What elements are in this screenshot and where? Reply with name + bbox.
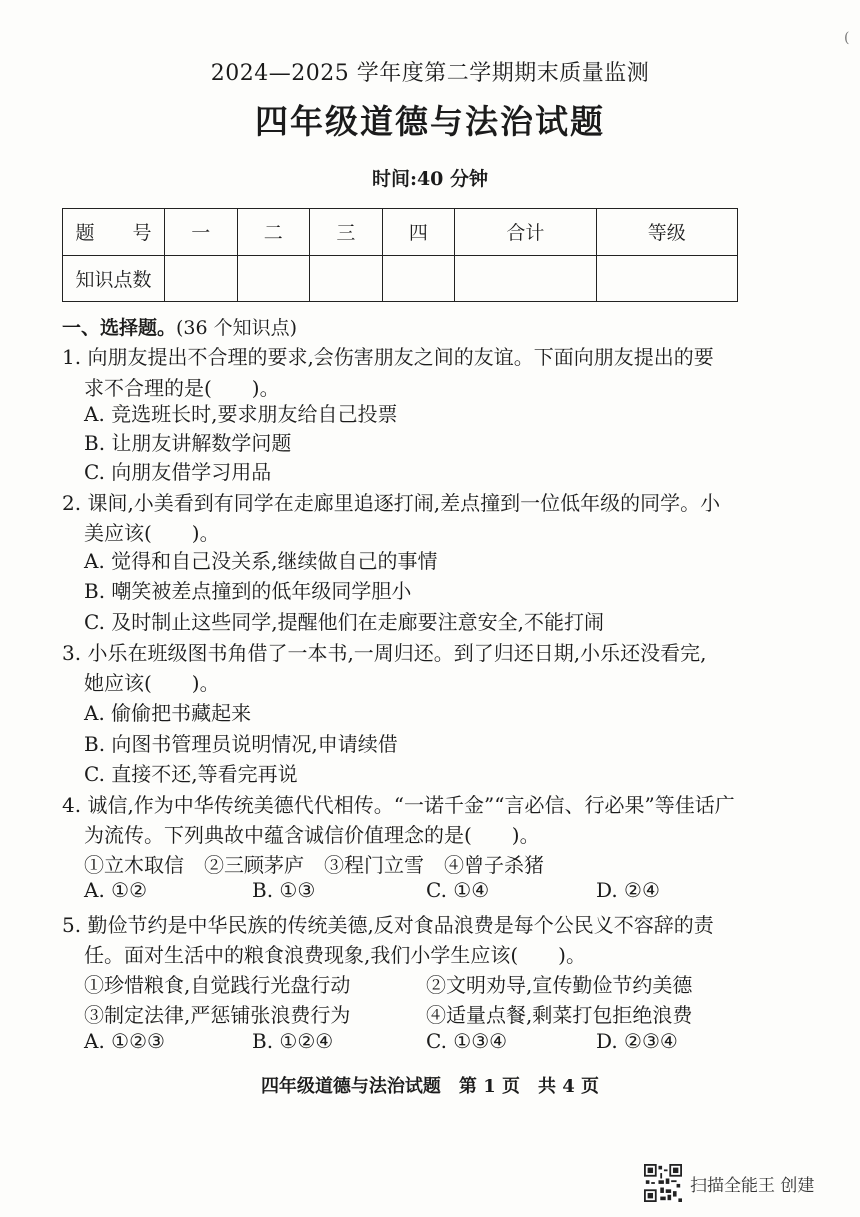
exam-subtitle: 2024—2025 学年度第二学期期末质量监测 xyxy=(210,61,650,86)
question-3-stem-line-2: 她应该( )。 xyxy=(84,671,220,695)
question-5-item-4: ④适量点餐,剩菜打包拒绝浪费 xyxy=(426,1003,693,1027)
question-4-choice-b: B. ①③ xyxy=(252,878,316,902)
question-3-option-b: B. 向图书管理员说明情况,申请续借 xyxy=(84,732,398,756)
question-5-item-1: ①珍惜粮食,自觉践行光盘行动 xyxy=(84,973,351,997)
score-table-row-points xyxy=(63,255,738,302)
question-1-stem-line-1: 1. 向朋友提出不合理的要求,会伤害朋友之间的友谊。下面向朋友提出的要 xyxy=(62,345,714,369)
exam-title: 四年级道德与法治试题 xyxy=(255,102,605,141)
score-table-cell: 一 xyxy=(165,209,238,256)
question-3-option-c: C. 直接不还,等看完再说 xyxy=(84,762,298,786)
question-5-item-2: ②文明劝导,宣传勤俭节约美德 xyxy=(426,973,693,997)
question-2-option-c: C. 及时制止这些同学,提醒他们在走廊要注意安全,不能打闹 xyxy=(84,610,605,634)
question-1-option-b: B. 让朋友讲解数学问题 xyxy=(84,431,292,455)
score-table-blank-cell xyxy=(382,255,455,302)
question-4-choice-a: A. ①② xyxy=(84,878,148,902)
score-table-blank-cell xyxy=(310,255,383,302)
question-5-choice-a: A. ①②③ xyxy=(84,1029,165,1053)
score-table-row-header xyxy=(63,209,738,256)
question-2-option-a: A. 觉得和自己没关系,继续做自己的事情 xyxy=(84,549,438,573)
scanner-watermark xyxy=(644,1164,814,1202)
page-footer: 四年级道德与法治试题 第 1 页 共 4 页 xyxy=(260,1076,600,1097)
question-5-item-3: ③制定法律,严惩铺张浪费行为 xyxy=(84,1003,351,1027)
qr-code-icon xyxy=(644,1164,682,1202)
score-table-cell: 知识点数 xyxy=(63,255,165,302)
score-table-blank-cell xyxy=(596,255,737,302)
scanner-watermark-text: 扫描全能王 创建 xyxy=(690,1175,815,1196)
question-1-option-a: A. 竞选班长时,要求朋友给自己投票 xyxy=(84,402,398,426)
score-table-blank-cell xyxy=(165,255,238,302)
section-heading-note: (36 个知识点) xyxy=(176,317,298,339)
question-3-option-a: A. 偷偷把书藏起来 xyxy=(84,701,252,725)
score-table-blank-cell xyxy=(455,255,596,302)
question-5-choice-d: D. ②③④ xyxy=(596,1029,678,1053)
question-4-choice-d: D. ②④ xyxy=(596,878,660,902)
question-2-stem-line-2: 美应该( )。 xyxy=(84,521,220,545)
section-heading xyxy=(62,313,297,340)
exam-time: 时间:40 分钟 xyxy=(371,168,489,190)
question-4-stem-line-1: 4. 诚信,作为中华传统美德代代相传。“一诺千金”“言必信、行必果”等佳话广 xyxy=(62,793,735,817)
score-table-cell: 二 xyxy=(237,209,310,256)
question-5-choice-c: C. ①③④ xyxy=(426,1029,508,1053)
question-4-items: ①立木取信 ②三顾茅庐 ③程门立雪 ④曾子杀猪 xyxy=(84,853,544,877)
question-4-choice-c: C. ①④ xyxy=(426,878,490,902)
score-table-cell: 合计 xyxy=(455,209,596,256)
question-1-stem-line-2: 求不合理的是( )。 xyxy=(84,376,280,400)
question-2-stem-line-1: 2. 课间,小美看到有同学在走廊里追逐打闹,差点撞到一位低年级的同学。小 xyxy=(62,491,721,515)
score-table-cell: 三 xyxy=(310,209,383,256)
question-5-choice-b: B. ①②④ xyxy=(252,1029,334,1053)
score-table-cell: 四 xyxy=(382,209,455,256)
question-5-stem-line-2: 任。面对生活中的粮食浪费现象,我们小学生应该( )。 xyxy=(84,943,586,967)
question-2-option-b: B. 嘲笑被差点撞到的低年级同学胆小 xyxy=(84,579,412,603)
question-1-option-c: C. 向朋友借学习用品 xyxy=(84,460,272,484)
edge-mark: ( xyxy=(844,30,850,46)
question-4-stem-line-2: 为流传。下列典故中蕴含诚信价值理念的是( )。 xyxy=(84,823,540,847)
score-table-cell: 题 号 xyxy=(63,209,165,256)
section-heading-title: 一、选择题。 xyxy=(62,317,177,339)
score-table-cell: 等级 xyxy=(596,209,737,256)
question-5-stem-line-1: 5. 勤俭节约是中华民族的传统美德,反对食品浪费是每个公民义不容辞的责 xyxy=(62,913,714,937)
question-3-stem-line-1: 3. 小乐在班级图书角借了一本书,一周归还。到了归还日期,小乐还没看完, xyxy=(62,641,707,665)
score-table-blank-cell xyxy=(237,255,310,302)
score-table xyxy=(62,208,738,302)
